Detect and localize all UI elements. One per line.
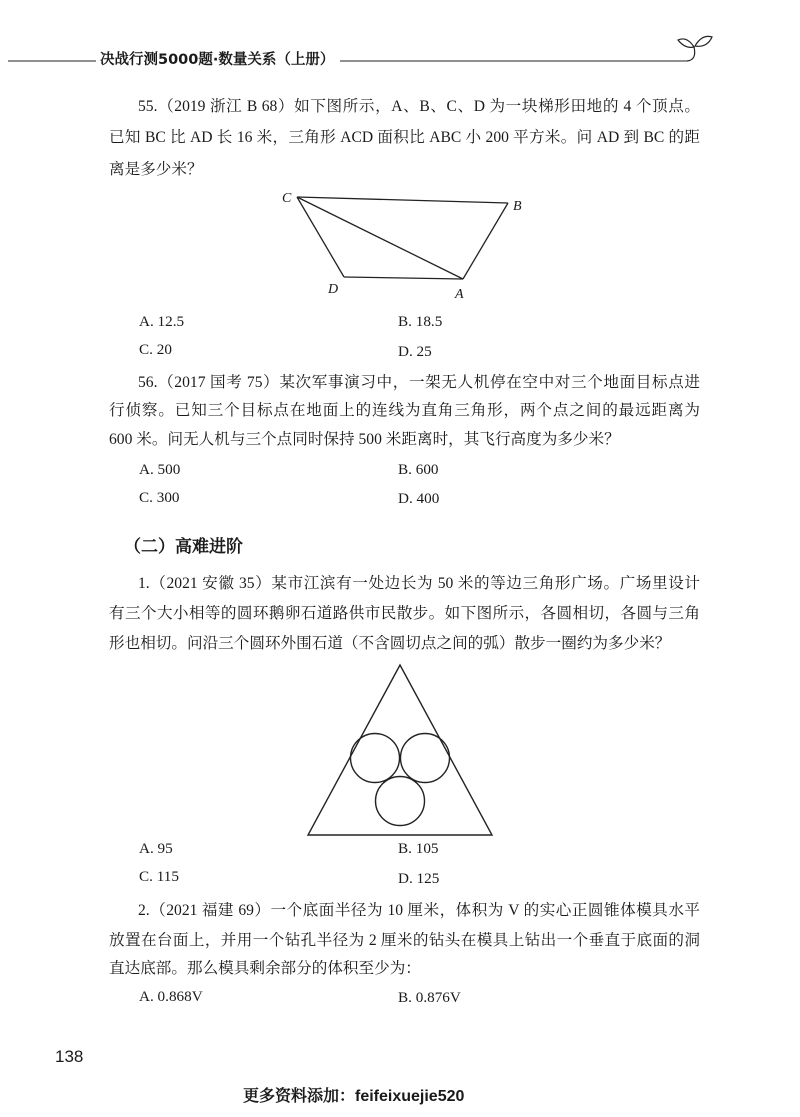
q55-option-b: B. 18.5 — [398, 313, 443, 330]
sprout-stem — [687, 47, 695, 61]
footer-note: 更多资料添加：feifeixuejie520 — [243, 1088, 465, 1105]
vertex-label-d: D — [328, 282, 339, 297]
q56-text-line-1: 56.（2017 国考 75）某次军事演习中，一架无人机停在空中对三个地面目标点进 — [138, 374, 700, 391]
q56-option-a: A. 500 — [139, 461, 181, 478]
equilateral-triangle — [308, 665, 492, 835]
q56-option-b: B. 600 — [398, 461, 439, 478]
sprout-leaf-right — [695, 36, 712, 46]
q56-option-c: C. 300 — [139, 489, 180, 506]
q1-option-a: A. 95 — [139, 840, 173, 857]
q1-text-line-3: 形也相切。问沿三个圆环外围石道（不含圆切点之间的弧）散步一圈约为多少米？ — [109, 635, 671, 652]
q55-text-line-1: 55.（2019 浙江 B 68）如下图所示，A、B、C、D 为一块梯形田地的 4 个顶点。 — [138, 98, 700, 115]
q56-option-d: D. 400 — [398, 490, 440, 507]
vertex-label-a: A — [455, 287, 464, 302]
triangle-circles-figure — [290, 650, 510, 845]
q1-text-line-2: 有三个大小相等的圆环鹅卵石道路供市民散步。如下图所示，各圆相切，各圆与三角 — [109, 605, 700, 622]
trapezoid-diagonal-ca — [297, 197, 463, 279]
q55-option-c: C. 20 — [139, 341, 172, 358]
trapezoid-edge-cb — [297, 197, 508, 203]
circle-bottom — [376, 777, 425, 826]
page-number: 138 — [55, 1047, 84, 1066]
sprout-leaf-left — [678, 39, 694, 47]
q55-option-d: D. 25 — [398, 343, 432, 360]
running-header-title: 决战行测5000题·数量关系（上册） — [100, 52, 335, 68]
q1-text-line-1: 1.（2021 安徽 35）某市江滨有一处边长为 50 米的等边三角形广场。广场里设计 — [138, 575, 700, 592]
vertex-label-c: C — [282, 191, 292, 206]
q2-option-b: B. 0.876V — [398, 989, 461, 1006]
q2-text-line-2: 放置在台面上，并用一个钻孔半径为 2 厘米的钻头在模具上钻出一个垂直于底面的洞 — [109, 932, 700, 949]
q1-option-b: B. 105 — [398, 840, 439, 857]
trapezoid-edge-ad — [344, 277, 463, 279]
q55-text-line-3: 离是多少米？ — [109, 161, 203, 178]
trapezoid-figure — [270, 185, 540, 305]
q56-text-line-3: 600 米。问无人机与三个点同时保持 500 米距离时，其飞行高度为多少米？ — [109, 431, 620, 448]
q2-option-a: A. 0.868V — [139, 988, 203, 1005]
q2-text-line-1: 2.（2021 福建 69）一个底面半径为 10 厘米，体积为 V 的实心正圆锥体模具水平 — [138, 902, 700, 919]
circle-top-right — [401, 734, 450, 783]
q2-text-line-3: 直达底部。那么模具剩余部分的体积至少为： — [109, 960, 421, 977]
q1-option-d: D. 125 — [398, 870, 440, 887]
q1-option-c: C. 115 — [139, 868, 179, 885]
section-heading: （二）高难进阶 — [124, 537, 243, 557]
q56-text-line-2: 行侦察。已知三个目标点在地面上的连线为直角三角形，两个点之间的最远距离为 — [109, 402, 700, 419]
circle-top-left — [351, 734, 400, 783]
vertex-label-b: B — [513, 199, 522, 214]
q55-text-line-2: 已知 BC 比 AD 长 16 米，三角形 ACD 面积比 ABC 小 200 平方米。问 AD 到 BC 的距 — [109, 129, 700, 146]
trapezoid-edge-ba — [463, 203, 508, 279]
q55-option-a: A. 12.5 — [139, 313, 185, 330]
sprout-icon — [678, 36, 712, 61]
